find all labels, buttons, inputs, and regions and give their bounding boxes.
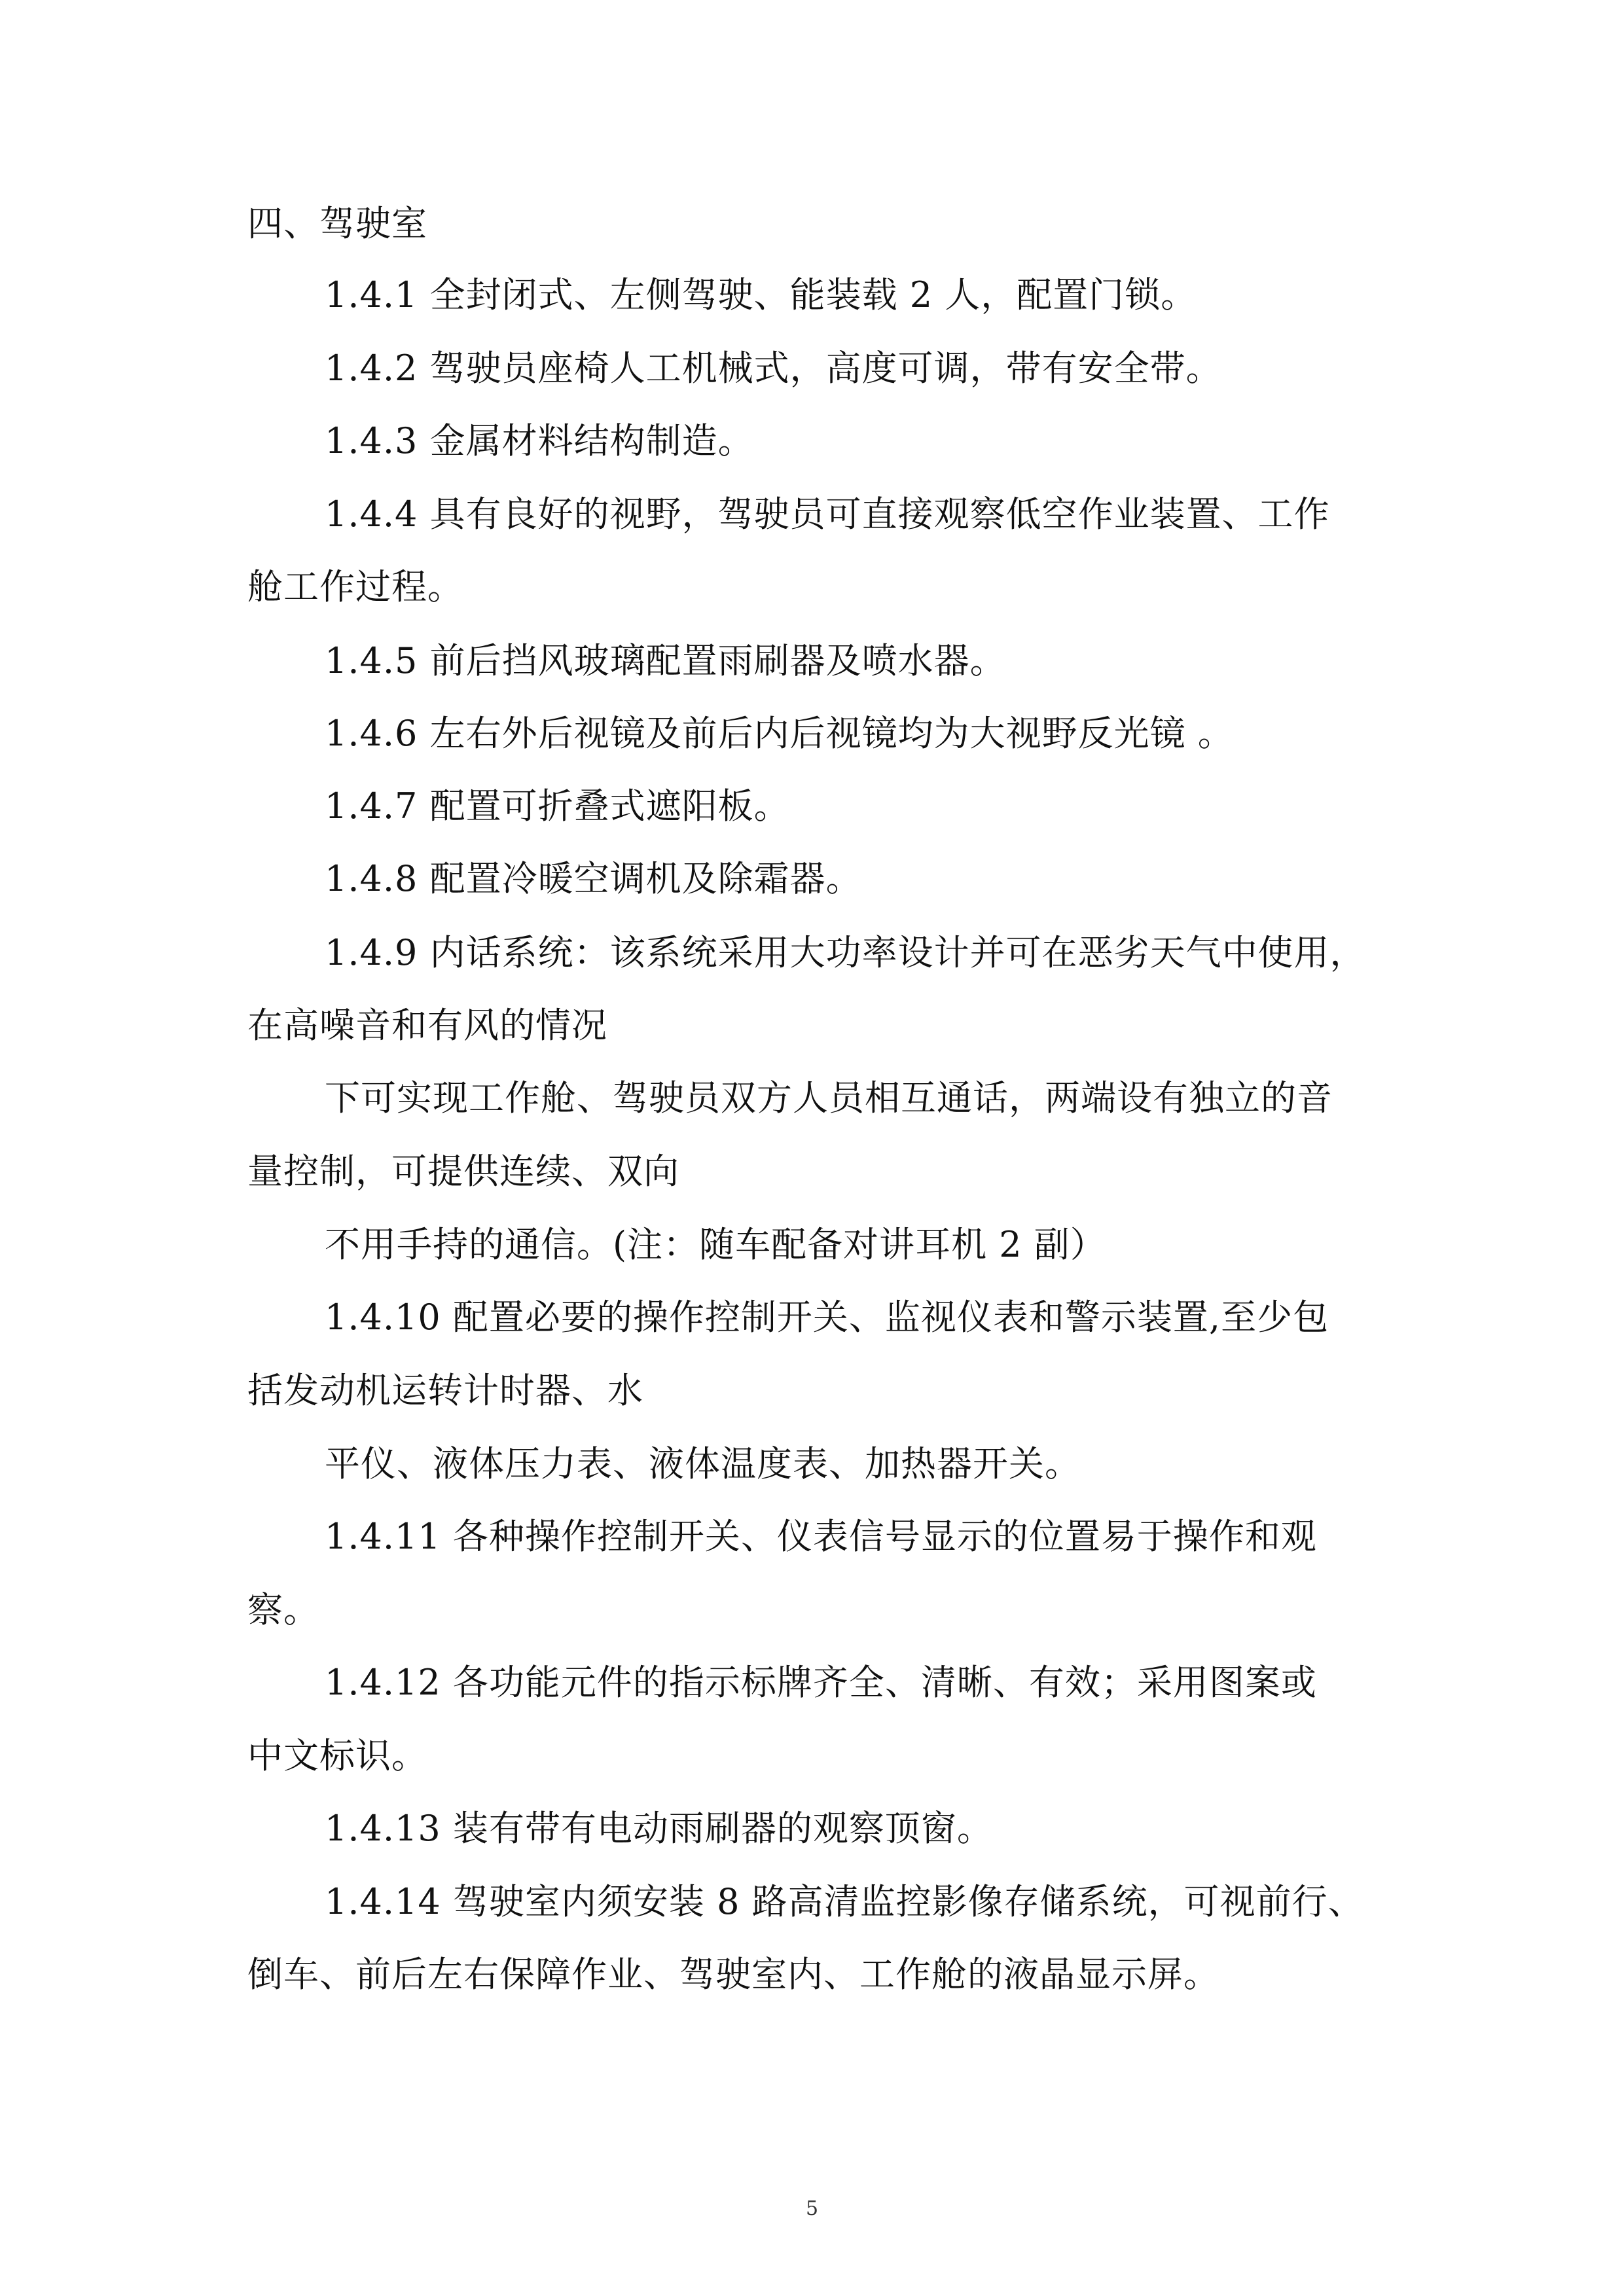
item-1-4-9-cont-3: 量控制，可提供连续、双向 bbox=[247, 1151, 679, 1192]
item-1-4-6: 1.4.6 左右外后视镜及前后内后视镜均为大视野反光镜 。 bbox=[325, 713, 1234, 754]
item-1-4-10: 1.4.10 配置必要的操作控制开关、监视仪表和警示装置,至少包 bbox=[325, 1297, 1329, 1338]
item-1-4-12-cont: 中文标识。 bbox=[247, 1735, 427, 1776]
item-1-4-13: 1.4.13 装有带有电动雨刷器的观察顶窗。 bbox=[325, 1808, 993, 1849]
item-1-4-5: 1.4.5 前后挡风玻璃配置雨刷器及喷水器。 bbox=[325, 640, 1006, 681]
item-1-4-4-cont: 舱工作过程。 bbox=[247, 566, 463, 607]
section-heading: 四、驾驶室 bbox=[247, 203, 427, 244]
item-1-4-11-cont: 察。 bbox=[247, 1589, 319, 1630]
item-1-4-10-cont-2: 平仪、液体压力表、液体温度表、加热器开关。 bbox=[325, 1443, 1081, 1484]
item-1-4-14-cont: 倒车、前后左右保障作业、驾驶室内、工作舱的液晶显示屏。 bbox=[247, 1954, 1219, 1995]
item-1-4-11: 1.4.11 各种操作控制开关、仪表信号显示的位置易于操作和观 bbox=[325, 1516, 1317, 1557]
item-1-4-14: 1.4.14 驾驶室内须安装 8 路高清监控影像存储系统，可视前行、 bbox=[325, 1881, 1364, 1922]
item-1-4-9-cont-2: 下可实现工作舱、驾驶员双方人员相互通话，两端设有独立的音 bbox=[325, 1077, 1333, 1119]
item-1-4-2: 1.4.2 驾驶员座椅人工机械式，高度可调，带有安全带。 bbox=[325, 348, 1222, 389]
item-1-4-9: 1.4.9 内话系统：该系统采用大功率设计并可在恶劣天气中使用， bbox=[325, 932, 1366, 973]
item-1-4-8: 1.4.8 配置冷暖空调机及除霜器。 bbox=[325, 858, 862, 899]
item-1-4-9-cont-1: 在高噪音和有风的情况 bbox=[247, 1005, 607, 1046]
item-1-4-12: 1.4.12 各功能元件的指示标牌齐全、清晰、有效；采用图案或 bbox=[325, 1662, 1317, 1703]
item-1-4-4: 1.4.4 具有良好的视野，驾驶员可直接观察低空作业装置、工作 bbox=[325, 493, 1330, 535]
item-1-4-9-cont-4: 不用手持的通信。(注：随车配备对讲耳机 2 副） bbox=[325, 1224, 1106, 1265]
item-1-4-7: 1.4.7 配置可折叠式遮阳板。 bbox=[325, 785, 790, 827]
item-1-4-10-cont-1: 括发动机运转计时器、水 bbox=[247, 1370, 643, 1411]
item-1-4-1: 1.4.1 全封闭式、左侧驾驶、能装载 2 人，配置门锁。 bbox=[325, 274, 1197, 315]
page-number: 5 bbox=[805, 2197, 819, 2220]
item-1-4-3: 1.4.3 金属材料结构制造。 bbox=[325, 420, 754, 461]
